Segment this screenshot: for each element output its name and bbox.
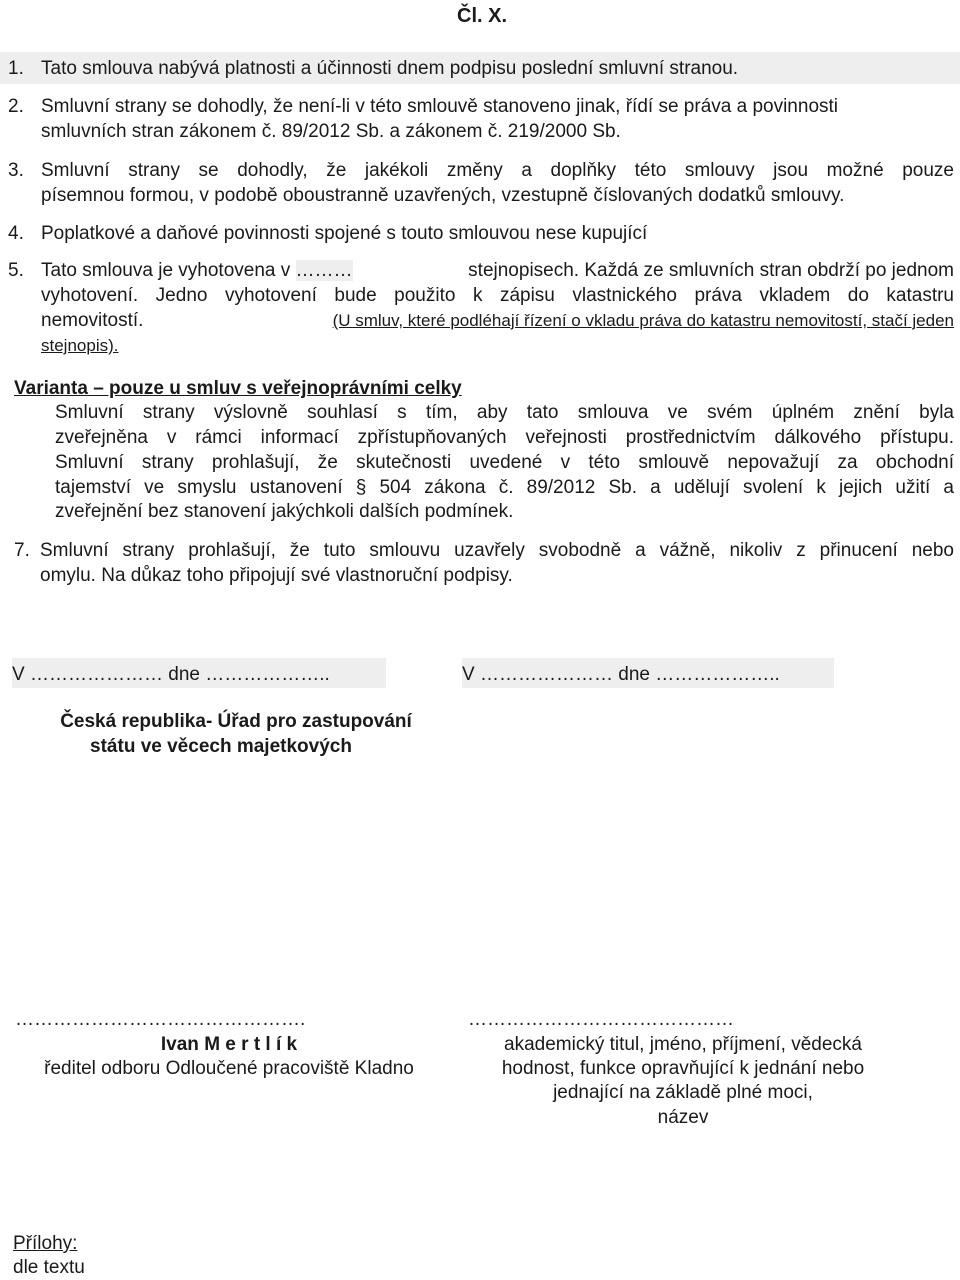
place-label-right: V: [462, 664, 475, 685]
signatory-right-line-3: jednající na základě plné moci,: [553, 1082, 813, 1103]
item-2-line-1: Smluvní strany se dohodly, že není-li v této smlouvě stanoveno jinak, řídí se práva a povinnosti: [41, 96, 839, 117]
item-5-text-a: Tato smlouva je vyhotovena v: [41, 260, 291, 281]
variant-heading: Varianta – pouze u smluv s veřejnoprávními celky: [14, 378, 462, 399]
item-4-text: Poplatkové a daňové povinnosti spojené s touto smlouvou nese kupující: [41, 223, 648, 244]
variant-line-1: Smluvní strany výslovně souhlasí s tím, aby tato smlouva ve svém úplném znění byla: [55, 402, 954, 423]
copies-count-placeholder: ………: [295, 260, 353, 281]
item-3-line-1: Smluvní strany se dohodly, že jakékoli změny a doplňky této smlouvy jsou možné pouze: [41, 160, 954, 181]
signature-line-right: ……………………………………: [468, 1009, 734, 1030]
item-1-text: Tato smlouva nabývá platnosti a účinnosti dnem podpisu poslední smluvní stranou.: [41, 58, 739, 79]
item-5-note: (U smluv, které podléhají řízení o vkladu práva do katastru nemovitostí, stačí jeden: [332, 311, 954, 330]
item-5-note-end: stejnopis).: [41, 336, 119, 355]
variant-line-3: Smluvní strany prohlašují, že skutečnosti uvedené v této smlouvě nepovažují za obchodní: [55, 452, 954, 473]
item-5-text-c: nemovitostí.: [41, 310, 144, 331]
item-1-number: 1.: [8, 58, 24, 79]
date-label-right: dne: [618, 664, 650, 685]
item-5-number: 5.: [8, 260, 24, 281]
item-7-number: 7.: [14, 540, 30, 561]
place-blank-left: …………………: [29, 664, 163, 685]
place-label-left: V: [12, 664, 25, 685]
item-3-line-2: písemnou formou, v podobě oboustranně uzavřených, vzestupně číslovaných dodatků smlouvy.: [41, 185, 845, 206]
item-5-text-b: stejnopisech. Každá ze smluvních stran obdrží po jednom: [468, 260, 954, 281]
place-blank-right: …………………: [479, 664, 613, 685]
variant-line-2: zveřejněna v rámci informací zpřístupňovaných veřejnosti prostřednictvím dálkového přístupu.: [55, 427, 954, 448]
item-5-line-1: [41, 258, 954, 283]
signature-line-left: ……………………………………….: [15, 1009, 306, 1030]
item-3-number: 3.: [8, 160, 24, 181]
signatory-role: ředitel odboru Odloučené pracoviště Kladno: [44, 1058, 414, 1079]
item-2-line-2: smluvních stran zákonem č. 89/2012 Sb. a zákonem č. 219/2000 Sb.: [41, 121, 621, 142]
item-4-number: 4.: [8, 223, 24, 244]
item-5-line-3: [41, 308, 954, 333]
date-label-left: dne: [168, 664, 200, 685]
article-heading: Čl. X.: [457, 5, 508, 27]
signatory-right-line-2: hodnost, funkce opravňující k jednání nebo: [501, 1058, 865, 1079]
signatory-right-line-4: název: [657, 1107, 709, 1128]
place-date-right: [462, 658, 834, 688]
item-5-line-2: vyhotovení. Jedno vyhotovení bude použito k zápisu vlastnického práva vkladem do katastru: [41, 285, 954, 306]
attachments-value: dle textu: [13, 1257, 85, 1278]
date-blank-right: ………………..: [655, 664, 780, 685]
variant-line-5: zveřejnění bez stanovení jakýchkoli dalších podmínek.: [55, 501, 514, 522]
place-date-left: [12, 658, 386, 688]
item-2-number: 2.: [8, 96, 24, 117]
item-5-line-1-start: [41, 258, 353, 283]
variant-line-4: tajemství ve smyslu ustanovení § 504 zákona č. 89/2012 Sb. a udělují svolení k jejich užití a: [55, 477, 954, 498]
item-7-line-1: Smluvní strany prohlašují, že tuto smlouvu uzavřely svobodně a vážně, nikoliv z přinucení nebo: [40, 540, 954, 561]
item-7-line-2: omylu. Na důkaz toho připojují své vlastnoruční podpisy.: [40, 565, 513, 586]
signatory-name: Ivan M e r t l í k: [160, 1034, 298, 1055]
party-left-line-2: státu ve věcech majetkových: [90, 736, 352, 757]
party-left-line-1: Česká republika- Úřad pro zastupování: [60, 711, 412, 732]
attachments-label: Přílohy:: [13, 1233, 78, 1254]
signatory-right-line-1: akademický titul, jméno, příjmení, vědecká: [504, 1034, 862, 1055]
date-blank-left: ………………..: [205, 664, 330, 685]
